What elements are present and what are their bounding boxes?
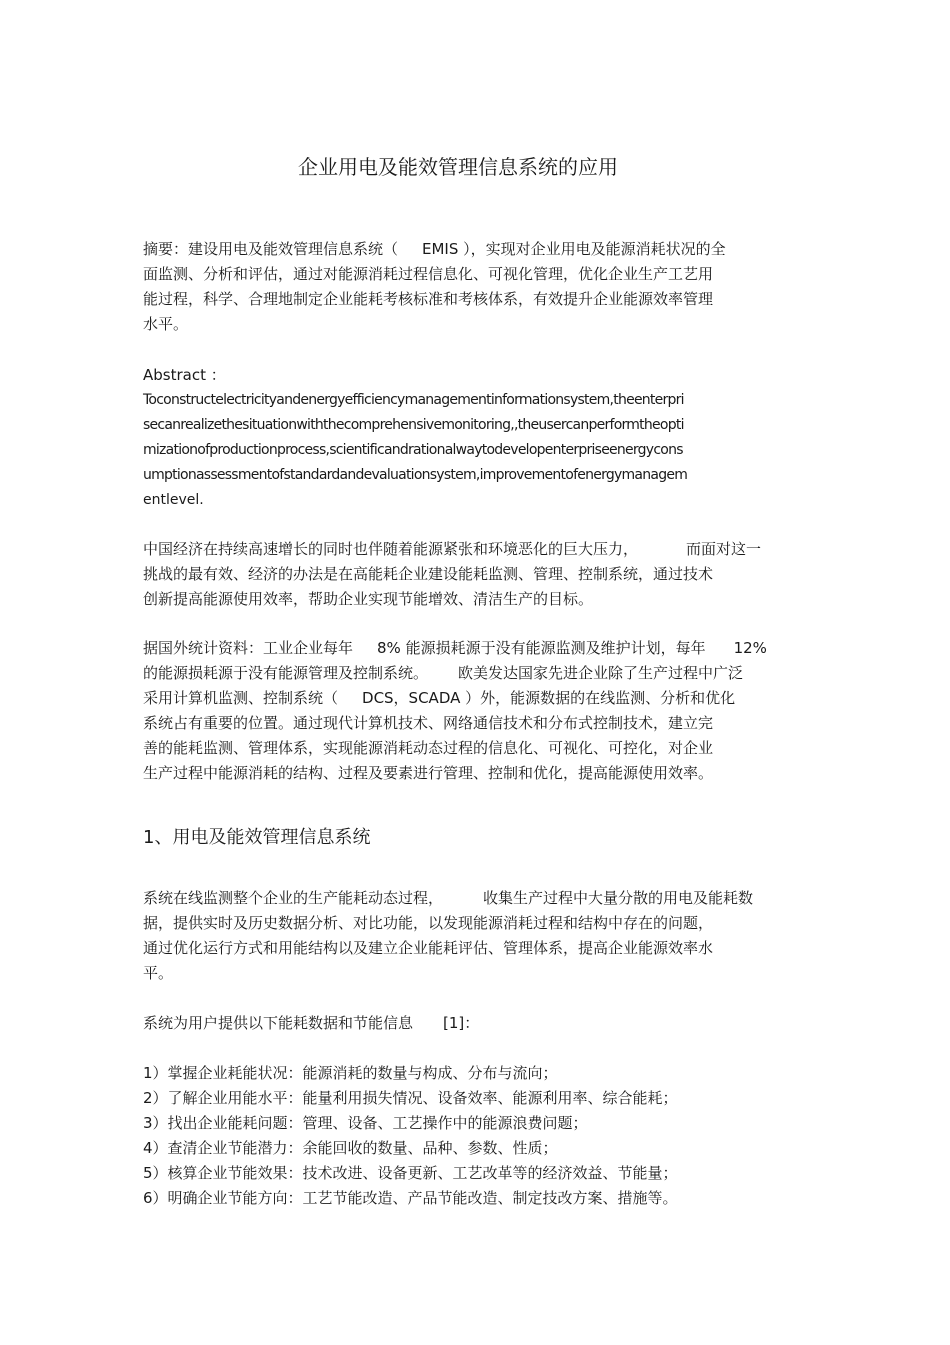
body-paragraph-line — [143, 689, 735, 707]
list-item: 1）掌握企业耗能状况：能源消耗的数量与构成、分布与流向； — [143, 1064, 558, 1082]
abstract-cn-line — [143, 240, 726, 258]
body-text: 8% 能源损耗源于没有能源监测及维护计划，每年 — [377, 639, 706, 657]
body-paragraph-line — [143, 889, 753, 907]
body-paragraph-line: 善的能耗监测、管理体系，实现能源消耗动态过程的信息化、可视化、可控化，对企业 — [143, 739, 714, 757]
body-paragraph-line — [143, 664, 743, 682]
abstract-cn-line: 能过程，科学、合理地制定企业能耗考核标准和考核体系，有效提升企业能源效率管理 — [143, 290, 714, 308]
body-paragraph-line — [143, 1014, 479, 1032]
list-item: 4）查清企业节能潜力：余能回收的数量、品种、参数、性质； — [143, 1139, 558, 1157]
abstract-en-line: umptionassessmentofstandardandevaluationsystem,improvementofenergymanagem — [143, 467, 688, 483]
body-paragraph-line: 系统占有重要的位置。通过现代计算机技术、网络通信技术和分布式控制技术，建立完 — [143, 714, 714, 732]
body-paragraph-line: 挑战的最有效、经济的办法是在高能耗企业建设能耗监测、管理、控制系统，通过技术 — [143, 565, 714, 583]
body-text: 收集生产过程中大量分散的用电及能耗数 — [483, 889, 754, 907]
abstract-cn-line: 水平。 — [143, 315, 189, 333]
body-paragraph-line: 创新提高能源使用效率，帮助企业实现节能增效、清洁生产的目标。 — [143, 590, 594, 608]
body-paragraph-line — [143, 540, 761, 558]
list-item: 6）明确企业节能方向：工艺节能改造、产品节能改造、制定技改方案、措施等。 — [143, 1189, 678, 1207]
body-text: 采用计算机监测、控制系统（ — [143, 689, 339, 707]
body-text: 据国外统计资料：工业企业每年 — [143, 639, 354, 657]
list-item: 3）找出企业能耗问题：管理、设备、工艺操作中的能源浪费问题； — [143, 1114, 588, 1132]
body-paragraph-line: 平。 — [143, 964, 174, 982]
body-text: 系统在线监测整个企业的生产能耗动态过程， — [143, 889, 444, 907]
citation-ref: [1]： — [443, 1014, 480, 1032]
body-text: DCS，SCADA ）外，能源数据的在线监测、分析和优化 — [362, 689, 736, 707]
abstract-en-line: secanrealizethesituationwiththecomprehensivemonitoring,,theusercanperformtheopti — [143, 417, 684, 433]
body-paragraph-line: 通过优化运行方式和用能结构以及建立企业能耗评估、管理体系，提高企业能源效率水 — [143, 939, 714, 957]
body-text: 12% — [733, 639, 767, 657]
section-heading: 1、用电及能效管理信息系统 — [143, 827, 371, 848]
abstract-en-line: entlevel. — [143, 492, 204, 508]
abstract-cn-line: 面监测、分析和评估，通过对能源消耗过程信息化、可视化管理，优化企业生产工艺用 — [143, 265, 714, 283]
abstract-en-line: mizationofproductionprocess,scientificandrationalwaytodevelopenterpriseenergycons — [143, 442, 683, 458]
list-item: 5）核算企业节能效果：技术改进、设备更新、工艺改革等的经济效益、节能量； — [143, 1164, 678, 1182]
abstract-cn-text: 摘要：建设用电及能效管理信息系统（ — [143, 240, 399, 258]
body-text: 的能源损耗源于没有能源管理及控制系统。 — [143, 664, 429, 682]
abstract-en-label: Abstract ： — [143, 366, 226, 384]
body-text: 欧美发达国家先进企业除了生产过程中广泛 — [458, 664, 744, 682]
body-paragraph-line — [143, 639, 767, 657]
abstract-en-line: Toconstructelectricityandenergyefficiencymanagementinformationsystem,theenterpri — [143, 392, 684, 408]
body-paragraph-line: 生产过程中能源消耗的结构、过程及要素进行管理、控制和优化，提高能源使用效率。 — [143, 764, 714, 782]
abstract-cn-text: EMIS ），实现对企业用电及能源消耗状况的全 — [422, 240, 726, 258]
body-paragraph-line: 据，提供实时及历史数据分析、对比功能，以发现能源消耗过程和结构中存在的问题， — [143, 914, 714, 932]
page-title: 企业用电及能效管理信息系统的应用 — [298, 155, 618, 179]
body-text: 中国经济在持续高速增长的同时也伴随着能源紧张和环境恶化的巨大压力， — [143, 540, 639, 558]
body-text: 而面对这一 — [686, 540, 762, 558]
body-text: 系统为用户提供以下能耗数据和节能信息 — [143, 1014, 414, 1032]
list-item: 2）了解企业用能水平：能量利用损失情况、设备效率、能源利用率、综合能耗； — [143, 1089, 678, 1107]
